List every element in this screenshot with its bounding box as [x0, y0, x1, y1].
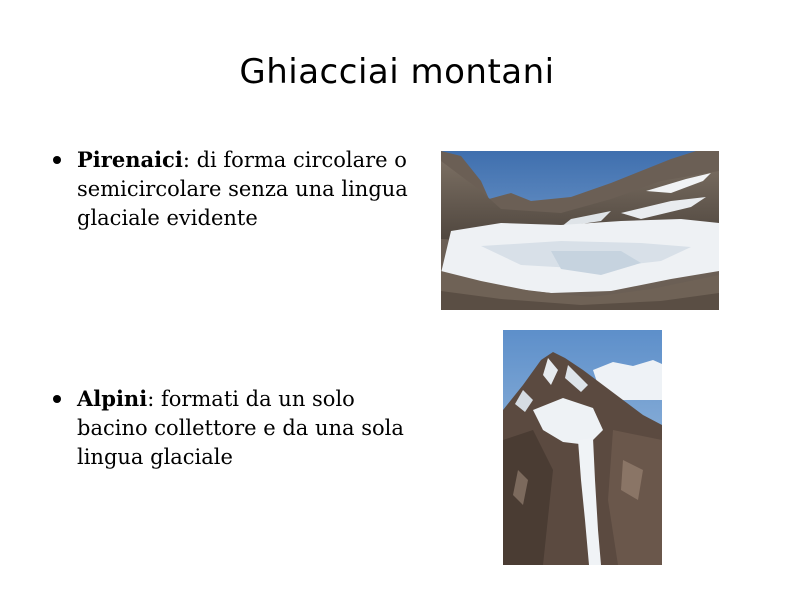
pyrenean-glacier-photo	[441, 151, 719, 310]
bullet-dot-icon	[53, 156, 61, 164]
bullet-description: formati da un solo bacino collettore e da una sola lingua glaciale	[77, 387, 404, 469]
bullet-separator: :	[182, 148, 190, 172]
slide-title: Ghiacciai montani	[239, 52, 555, 92]
bullet-dot-icon	[53, 395, 61, 403]
bullet-term: Pirenaici	[77, 147, 183, 172]
alpine-glacier-photo	[503, 330, 662, 565]
bullet-pirenaici	[53, 145, 408, 233]
bullet-text	[77, 145, 408, 233]
bullet-term: Alpini	[77, 386, 148, 411]
bullet-separator: :	[147, 387, 155, 411]
bullet-text	[77, 384, 408, 472]
bullet-alpini	[53, 384, 408, 472]
bullet-description: di forma circolare o semicircolare senza una lingua glaciale evidente	[77, 148, 408, 230]
